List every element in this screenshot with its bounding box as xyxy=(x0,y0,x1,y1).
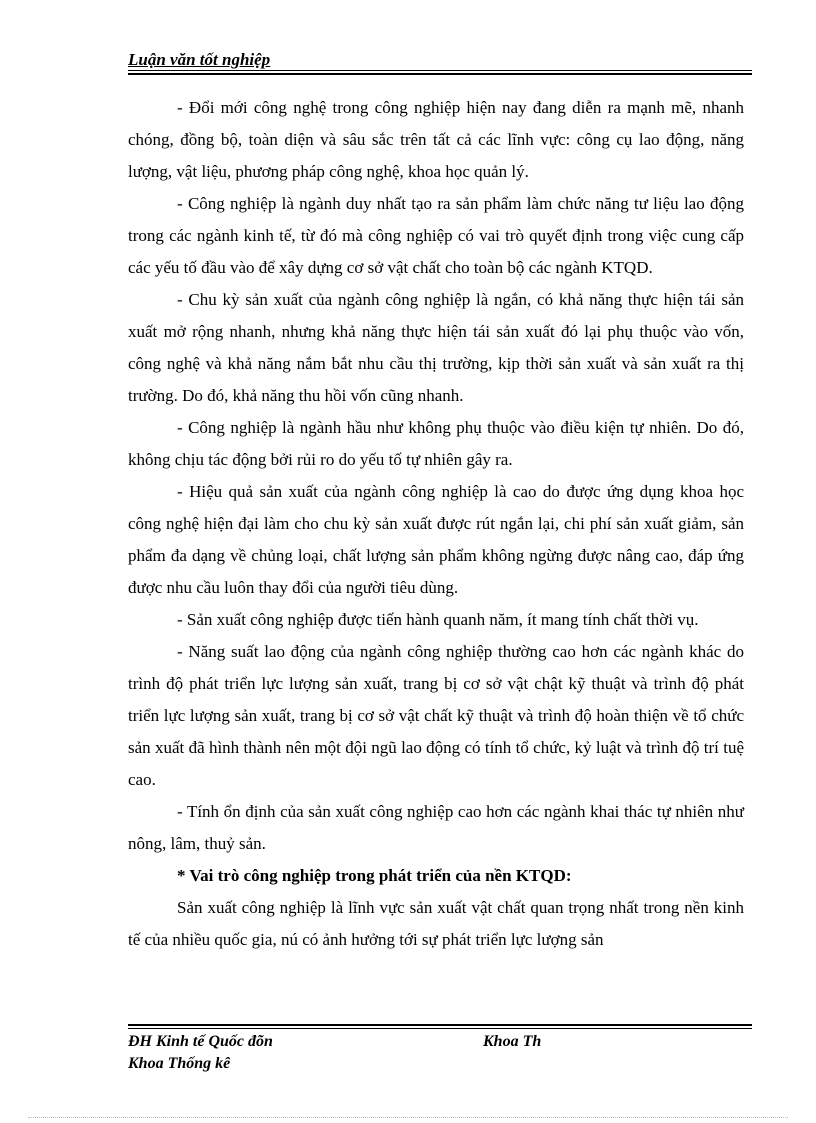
header-title: Luận văn tốt nghiệp xyxy=(128,50,271,69)
page-bottom-dotted-line xyxy=(28,1117,788,1118)
footer-university: ĐH Kinh tế Quốc đõn xyxy=(128,1033,273,1050)
body-paragraph: - Chu kỳ sản xuất của ngành công nghiệp là ngắn, có khả năng thực hiện tái sản xuất mở rộng nhanh, nhưng khả năng thực hiện tái sản xuất đó lại phụ thuộc vào vốn, công nghệ và khả năng nắm bắt nhu cầu thị trường, kịp thời sản xuất và sản xuất ra thị trường. Do đó, khả năng thu hồi vốn cũng nhanh. xyxy=(128,290,744,405)
footer-department: Khoa Thống kê xyxy=(128,1055,231,1072)
body-paragraph: - Sản xuất công nghiệp được tiến hành quanh năm, ít mang tính chất thời vụ. xyxy=(177,610,699,629)
footer-faculty-short: Khoa Th xyxy=(483,1033,542,1050)
header-rule-thin xyxy=(128,70,752,71)
body-paragraph: - Đổi mới công nghệ trong công nghiệp hiện nay đang diễn ra mạnh mẽ, nhanh chóng, đồng bộ, toàn diện và sâu sắc trên tất cả các lĩnh vực: công cụ lao động, năng lượng, vật liệu, phương pháp công nghệ, khoa học quản lý. xyxy=(128,98,744,181)
section-heading: * Vai trò công nghiệp trong phát triển của nền KTQD: xyxy=(177,866,572,885)
footer-rule-thin xyxy=(128,1028,752,1029)
footer-rule-thick xyxy=(128,1024,752,1026)
body-paragraph: - Hiệu quả sản xuất của ngành công nghiệp là cao do được ứng dụng khoa học công nghệ hiện đại làm cho chu kỳ sản xuất được rút ngắn lại, chi phí sản xuất giảm, sản phẩm đa dạng về chủng loại, chất lượng sản phẩm không ngừng được nâng cao, đáp ứng được nhu cầu luôn thay đổi của người tiêu dùng. xyxy=(128,482,744,597)
document-body xyxy=(128,92,744,956)
body-paragraph: - Tính ổn định của sản xuất công nghiệp cao hơn các ngành khai thác tự nhiên như nông, lâm, thuỷ sản. xyxy=(128,802,744,853)
body-paragraph: - Năng suất lao động của ngành công nghiệp thường cao hơn các ngành khác do trình độ phát triển lực lượng sản xuất, trang bị cơ sở vật chật kỹ thuật và trình độ phát triển lực lượng sản xuất, trang bị cơ sở vật chất kỹ thuật và trình độ hoàn thiện về tổ chức sản xuất đã hình thành nên một đội ngũ lao động có tính tổ chức, kỷ luật và trình độ trí tuệ cao. xyxy=(128,642,744,789)
header-rule-thick xyxy=(128,73,752,75)
body-paragraph: - Công nghiệp là ngành hầu như không phụ thuộc vào điều kiện tự nhiên. Do đó, không chịu tác động bởi rủi ro do yếu tố tự nhiên gây ra. xyxy=(128,418,744,469)
page-header xyxy=(128,49,752,71)
body-paragraph: - Công nghiệp là ngành duy nhất tạo ra sản phẩm làm chức năng tư liệu lao động trong các ngành kinh tế, từ đó mà công nghiệp có vai trò quyết định trong việc cung cấp các yếu tố đầu vào để xây dựng cơ sở vật chất cho toàn bộ các ngành KTQD. xyxy=(128,194,744,277)
body-paragraph-final: Sản xuất công nghiệp là lĩnh vực sản xuất vật chất quan trọng nhất trong nền kinh tế của nhiều quốc gia, nú có ảnh hưởng tới sự phát triển lực lượng sản xyxy=(128,898,744,949)
